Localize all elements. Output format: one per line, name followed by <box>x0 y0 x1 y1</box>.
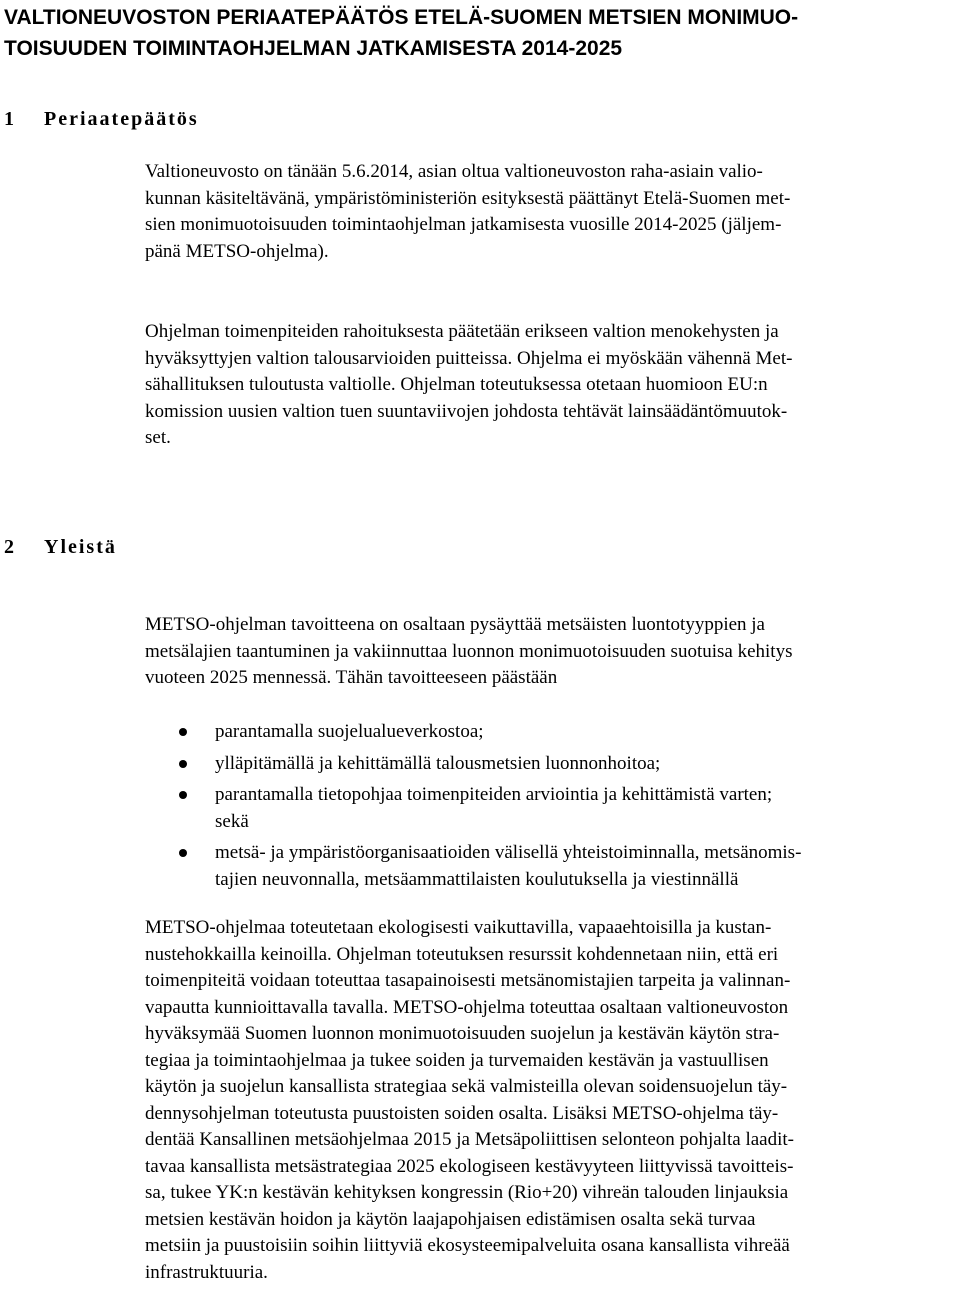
section-1-title: Periaatepäätös <box>44 108 199 130</box>
list-item <box>145 719 955 746</box>
list-item-text: metsä- ja ympäristöorganisaatioiden välisellä yhteistoiminnalla, metsänomis- tajien neuvonnalla, metsäammattilaisten koulutuksella ja viestinnällä <box>215 842 802 890</box>
document-title: VALTIONEUVOSTON PERIAATEPÄÄTÖS ETELÄ-SUOMEN METSIEN MONIMUO- TOISUUDEN TOIMINTAOHJELMAN JATKAMISESTA 2014-2025 <box>4 6 799 60</box>
section-2-paragraph-2: METSO-ohjelmaa toteutetaan ekologisesti vaikuttavilla, vapaaehtoisilla ja kustan- nustehokkailla keinoilla. Ohjelman toteutuksen resurssit kohdennetaan niin, että eri toimenpiteitä voidaan toteuttaa tasapainoisesti metsänomistajien tarpeita ja valinnan- vapautta kunnioittavalla tavalla. METSO-ohjelma toteuttaa osaltaan valtioneuvoston hyväksymää Suomen luonnon monimuotoisuuden suojelun ja kestävän käytön stra- tegiaa ja toimintaohjelmaa ja tukee soiden ja turvemaiden kestävän ja vastuullisen käytön ja suojelun kansallista strategiaa sekä valmisteilla olevan soidensuojelun täy- dennysohjelman toteutusta puustoisten soiden osalta. Lisäksi METSO-ohjelma täy- dentää Kansallinen metsäohjelmaa 2015 ja Metsäpoliittisen selonteon pohjalta laadit- tavaa kansallista metsästrategiaa 2025 ekologiseen kestävyyteen liittyvissä tavoitteis- sa, tukee YK:n kestävän kehityksen kongressin (Rio+20) vihreän talouden linjauksia metsien kestävän hoidon ja käytön laajapohjaisen edistämisen osalta sekä turvaa metsiin ja puustoisiin soihin liittyviä ekosysteemipalveluita osana kansallista vihreää infrastruktuuria. <box>145 917 794 1283</box>
section-2-heading <box>4 534 117 560</box>
bullet-icon <box>179 849 187 857</box>
list-item-text: parantamalla tietopohjaa toimenpiteiden arviointia ja kehittämistä varten; sekä <box>215 784 773 832</box>
bullet-icon <box>179 728 187 736</box>
goals-bullet-list <box>145 719 955 898</box>
list-item-text: ylläpitämällä ja kehittämällä talousmetsien luonnonhoitoa; <box>215 752 661 774</box>
section-1-number: 1 <box>4 108 14 130</box>
bullet-icon <box>179 791 187 799</box>
section-2-number: 2 <box>4 536 14 558</box>
section-1-paragraph-2: Ohjelman toimenpiteiden rahoituksesta päätetään erikseen valtion menokehysten ja hyväksyttyjen valtion talousarvioiden puitteissa. Ohjelma ei myöskään vähennä Met- sähallituksen tuloutusta valtiolle. Ohjelman toteutuksessa otetaan huomioon EU:n komission uusien valtion tuen suuntaviivojen johdosta tehtävät lainsäädäntömuutok- set. <box>145 321 793 448</box>
section-1-heading <box>4 106 199 132</box>
list-item <box>145 782 955 835</box>
list-item <box>145 751 955 778</box>
list-item <box>145 840 955 893</box>
bullet-icon <box>179 760 187 768</box>
list-item-text: parantamalla suojelualueverkostoa; <box>215 721 484 742</box>
section-2-title: Yleistä <box>44 536 117 558</box>
section-2-paragraph-1: METSO-ohjelman tavoitteena on osaltaan pysäyttää metsäisten luontotyyppien ja metsälajien taantuminen ja vakiinnuttaa luonnon monimuotoisuuden suotuisa kehitys vuoteen 2025 mennessä. Tähän tavoitteeseen päästään <box>145 614 793 688</box>
section-1-paragraph-1: Valtioneuvosto on tänään 5.6.2014, asian oltua valtioneuvoston raha-asiain valio- kunnan käsiteltävänä, ympäristöministeriön esityksestä päättänyt Etelä-Suomen met- sien monimuotoisuuden toimintaohjelman jatkamisesta vuosille 2014-2025 (jäljem- pänä METSO-ohjelma). <box>145 161 791 262</box>
